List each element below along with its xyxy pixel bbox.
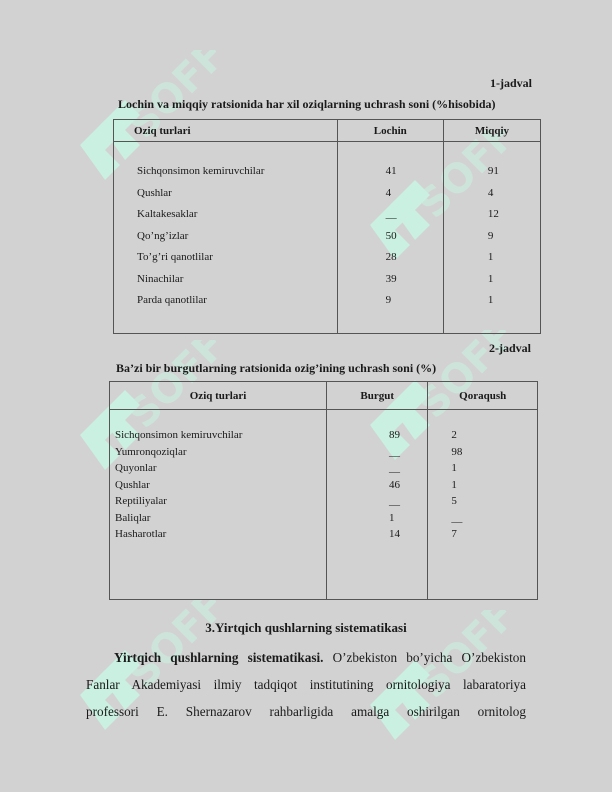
table2-cell-oziq: Yumronqoziqlar xyxy=(115,445,187,458)
table1-cell-oziq: Ninachilar xyxy=(137,272,184,285)
svg-text:SOFF: SOFF xyxy=(119,340,220,438)
table2-header-row xyxy=(110,382,538,410)
svg-text:SOFF: SOFF xyxy=(409,610,510,708)
table2-cell-oziq: Hasharotlar xyxy=(115,528,167,540)
svg-text:SOFF: SOFF xyxy=(409,130,510,228)
table1-cell-miqqiy: 1 xyxy=(487,251,494,263)
table1-cell-lochin: 9 xyxy=(385,294,392,306)
table1-cell-miqqiy: 4 xyxy=(487,186,494,199)
table2-cell-oziq: Sichqonsimon kemiruvchilar xyxy=(115,429,243,441)
table1-cell-miqqiy: 1 xyxy=(487,272,494,285)
table2-cell-qoraqush: 5 xyxy=(451,495,457,507)
table2-cell-burgut: 1 xyxy=(389,511,395,524)
table1-cell-oziq: Qo’ng’izlar xyxy=(137,229,189,242)
table2-cell-burgut: __ xyxy=(389,445,401,458)
table1-col-miqqiy xyxy=(443,142,540,334)
table1-header-miqqiy: Miqqiy xyxy=(443,120,540,142)
table2-cell-oziq: Reptiliyalar xyxy=(115,495,167,507)
table1-cell-lochin: 50 xyxy=(385,229,397,242)
table2-cell-burgut: 46 xyxy=(389,478,401,491)
table1-cell-lochin: __ xyxy=(385,208,397,220)
table1-cell-miqqiy: 12 xyxy=(487,208,499,220)
paragraph xyxy=(86,644,526,725)
table1-col-oziq xyxy=(114,142,338,334)
table2-cell-qoraqush: 7 xyxy=(451,528,457,540)
table1-cell-miqqiy: 9 xyxy=(487,229,494,242)
table2-cell-oziq: Quyonlar xyxy=(115,462,157,474)
table1-header-lochin: Lochin xyxy=(337,120,443,142)
svg-text:SOFF: SOFF xyxy=(119,600,220,698)
table2-cell-oziq: Baliqlar xyxy=(115,511,151,524)
table2-col-qoraqush xyxy=(428,410,538,600)
table2-col-oziq xyxy=(110,410,327,600)
paragraph-line-3: professori E. Shernazarov rahbarligida amalga oshirilgan ornitolog xyxy=(86,704,526,719)
table1-label: 1-jadval xyxy=(490,76,532,90)
table1-cell-oziq: Sichqonsimon kemiruvchilar xyxy=(137,165,265,177)
table2-label: 2-jadval xyxy=(489,341,531,355)
table2-body-row xyxy=(110,410,538,600)
table1-cell-miqqiy: 91 xyxy=(487,165,499,177)
paragraph-line-1-text: O’zbekiston bo’yicha O’zbekiston xyxy=(323,650,526,665)
paragraph-bold-lead: Yirtqich qushlarning sistematikasi. xyxy=(114,650,324,665)
table2-cell-burgut: __ xyxy=(389,495,401,507)
table1-cell-oziq: Qushlar xyxy=(137,186,172,199)
table1-header-row xyxy=(114,120,541,142)
table2-cell-burgut: 89 xyxy=(389,429,401,441)
table2-cell-qoraqush: 2 xyxy=(451,429,457,441)
table1 xyxy=(113,119,541,334)
svg-text:SOFF: SOFF xyxy=(119,50,220,148)
table1-cell-oziq: Parda qanotlilar xyxy=(137,294,207,306)
paragraph-line-2: Fanlar Akademiyasi ilmiy tadqiqot institutining ornitologiya labaratoriya xyxy=(86,677,526,692)
table1-caption: Lochin va miqqiy ratsionida har xil oziqlarning uchrash soni (%hisobida) xyxy=(118,97,496,111)
table1-header-oziq: Oziq turlari xyxy=(114,120,338,142)
table1-cell-lochin: 4 xyxy=(385,186,392,199)
table1-cell-lochin: 28 xyxy=(385,251,397,263)
table1-col-lochin xyxy=(337,142,443,334)
table1-cell-oziq: Kaltakesaklar xyxy=(137,208,198,220)
table2-caption: Ba’zi bir burgutlarning ratsionida ozig’ining uchrash soni (%) xyxy=(116,361,437,375)
paragraph-line-1 xyxy=(86,644,526,671)
section-heading: 3.Yirtqich qushlarning sistematikasi xyxy=(205,620,407,635)
table2-cell-qoraqush: 1 xyxy=(451,478,457,491)
table2-cell-qoraqush: 98 xyxy=(451,445,463,458)
table2-cell-qoraqush: 1 xyxy=(451,462,457,474)
table2-col-burgut xyxy=(327,410,428,600)
svg-text:SOFF: SOFF xyxy=(409,330,510,428)
table1-cell-lochin: 39 xyxy=(385,272,397,285)
table2-header-oziq: Oziq turlari xyxy=(110,382,327,410)
table2-cell-oziq: Qushlar xyxy=(115,478,150,491)
table2-cell-qoraqush: __ xyxy=(451,511,463,524)
table1-cell-lochin: 41 xyxy=(385,165,397,177)
table2-header-qoraqush: Qoraqush xyxy=(428,382,538,410)
table2 xyxy=(109,381,538,600)
table1-body-row xyxy=(114,142,541,334)
table1-cell-oziq: To’g’ri qanotlilar xyxy=(137,251,213,263)
table2-header-burgut: Burgut xyxy=(327,382,428,410)
table2-cell-burgut: __ xyxy=(389,462,401,474)
table2-cell-burgut: 14 xyxy=(389,528,401,540)
table1-cell-miqqiy: 1 xyxy=(487,294,494,306)
